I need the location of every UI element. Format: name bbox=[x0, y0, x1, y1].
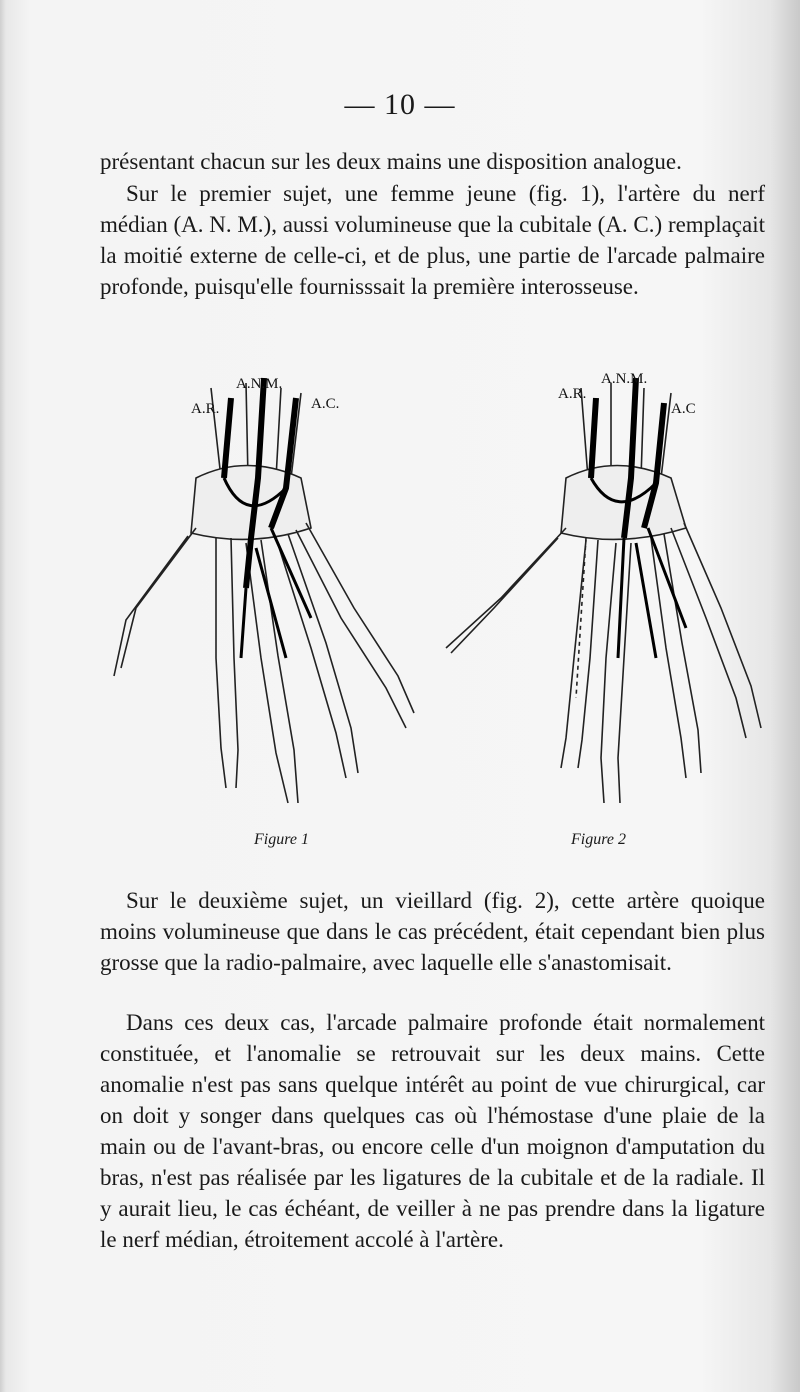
figure-1-label-anm: A.N.M. bbox=[236, 376, 283, 392]
figure-2-illustration bbox=[446, 378, 761, 803]
figure-2-label-ar: A.R. bbox=[558, 386, 587, 402]
figure-1-caption: Figure 1 bbox=[254, 831, 309, 848]
paragraph-3-text: Sur le deuxième sujet, un vieillard (fig. 2), cette artère quoique moins volumineuse que dans le cas précédent, était cependant bien plus grosse que la radio-palmaire, avec laquelle elle s'anastomisait. bbox=[100, 888, 765, 975]
paragraph-3 bbox=[100, 885, 765, 978]
figure-1-label-ac: A.C. bbox=[311, 396, 340, 412]
figure-2-label-ac: A.C bbox=[671, 401, 696, 417]
figure-1-label-ar: A.R. bbox=[191, 401, 220, 417]
paragraph-4 bbox=[100, 1007, 765, 1255]
figure-2-label-anm: A.N.M. bbox=[601, 371, 648, 387]
page-number: — 10 — bbox=[344, 88, 456, 121]
figures-hands bbox=[96, 358, 766, 828]
paragraph-4-text: Dans ces deux cas, l'arcade palmaire profonde était normalement constituée, et l'anomalie se retrouvait sur les deux mains. Cette anomalie n'est pas sans quelque intérêt au point de vue chirurgical, car on doit y songer dans quelques cas où l'hémostase d'une plaie de la main ou de l'avant-bras, ou encore celle d'un moignon d'amputation du bras, n'est pas réalisée par les ligatures de la cubitale et de la radiale. Il y aurait lieu, le cas échéant, de veiller à ne pas prendre dans la ligature le nerf médian, étroitement accolé à l'artère. bbox=[100, 1010, 765, 1252]
hand-illustrations bbox=[96, 358, 766, 828]
paragraph-1: présentant chacun sur les deux mains une disposition analogue. bbox=[100, 149, 682, 174]
figure-1-illustration bbox=[114, 378, 414, 803]
paragraph-2-text: Sur le premier sujet, une femme jeune (fig. 1), l'artère du nerf médian (A. N. M.), aussi volumineuse que la cubitale (A. C.) remplaçait la moitié externe de celle-ci, et de plus, une partie de l'arcade palmaire profonde, puisqu'elle fournisssait la première interosseuse. bbox=[100, 181, 765, 299]
figure-2-caption: Figure 2 bbox=[571, 831, 626, 848]
paragraph-2 bbox=[100, 178, 765, 302]
